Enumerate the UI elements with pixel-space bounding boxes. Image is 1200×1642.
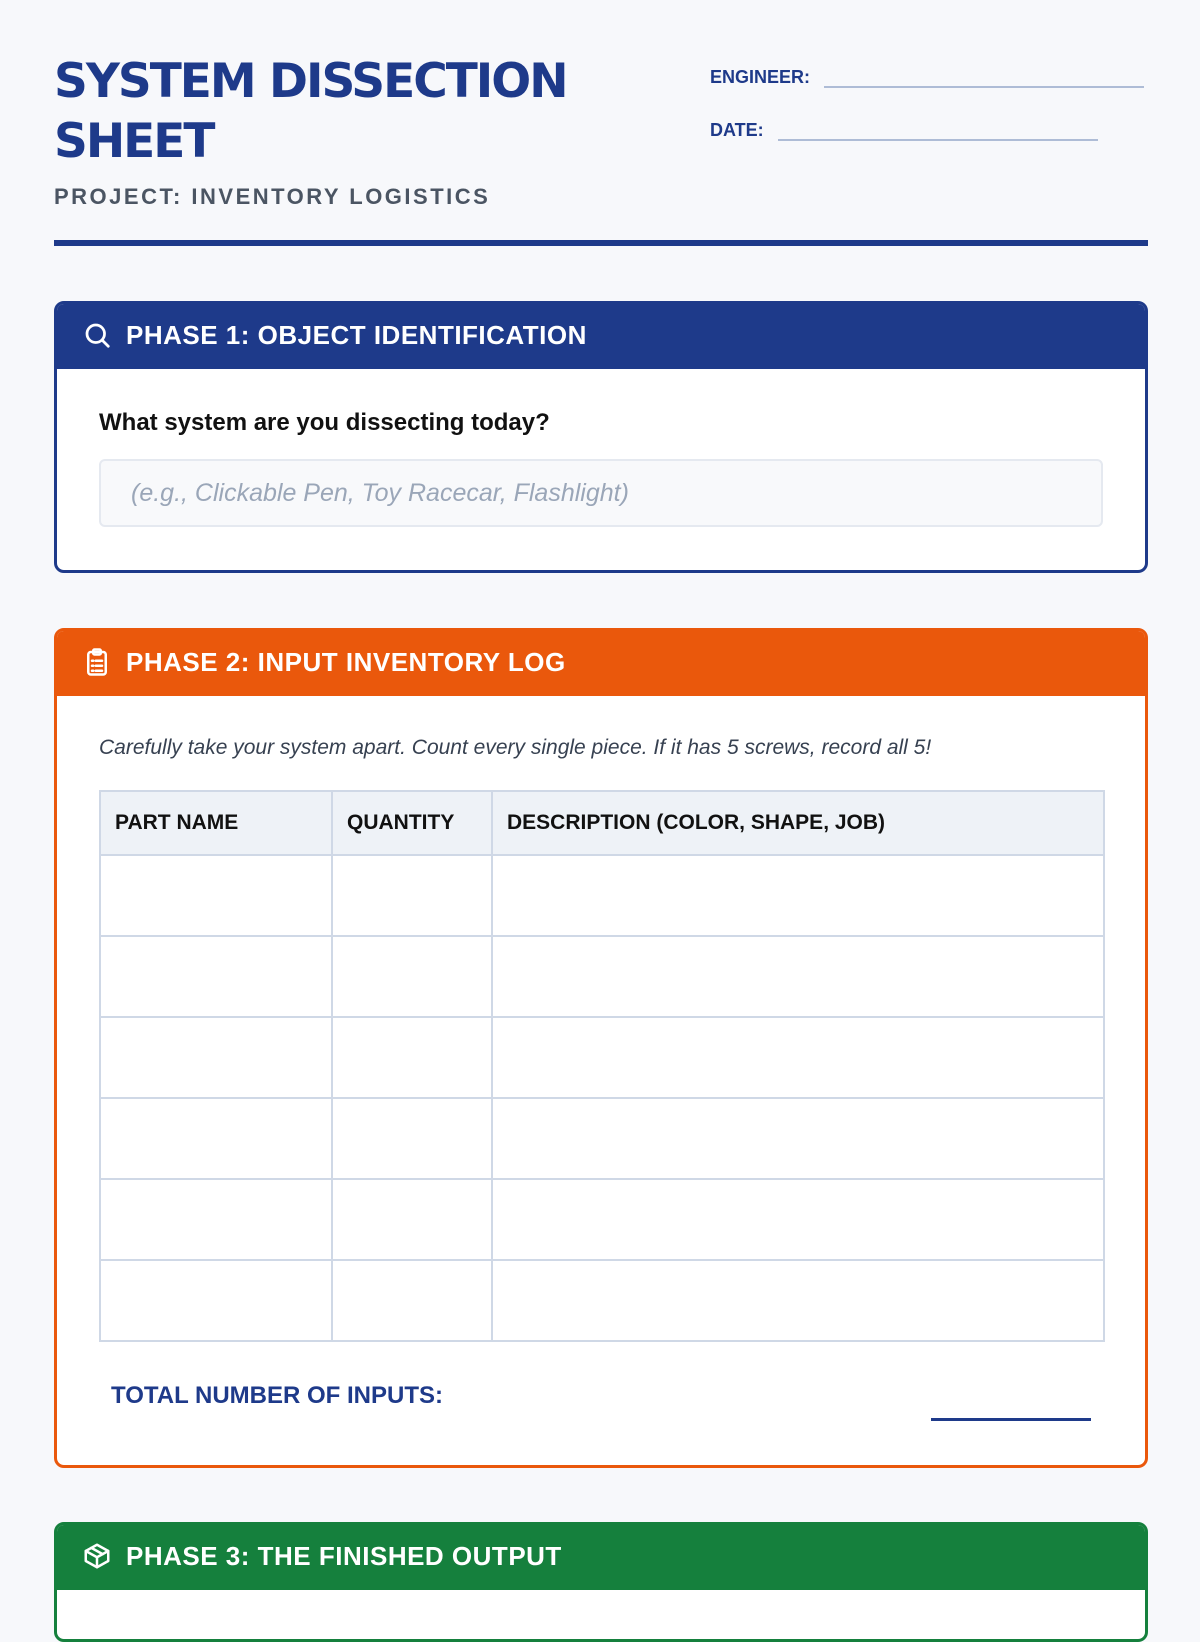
header-divider [54, 240, 1148, 246]
table-cell[interactable] [492, 1179, 1104, 1260]
table-row [100, 1098, 1104, 1179]
column-header: DESCRIPTION (COLOR, SHAPE, JOB) [492, 791, 1104, 855]
project-subtitle: PROJECT: INVENTORY LOGISTICS [54, 184, 491, 209]
table-cell[interactable] [100, 1179, 332, 1260]
total-field[interactable] [931, 1418, 1091, 1421]
phase2-title: PHASE 2: INPUT INVENTORY LOG [126, 646, 566, 677]
table-cell[interactable] [100, 1017, 332, 1098]
table-cell[interactable] [332, 1260, 492, 1341]
table-row [100, 936, 1104, 1017]
table-cell[interactable] [492, 1017, 1104, 1098]
search-icon [82, 320, 112, 350]
engineer-row [710, 60, 1148, 88]
column-header: QUANTITY [332, 791, 492, 855]
phase2-header [54, 628, 1148, 696]
table-header-row [100, 791, 1104, 855]
sheet-header [54, 52, 1148, 210]
phase2-instructions: Carefully take your system apart. Count every single piece. If it has 5 screws, record all 5! [99, 736, 932, 759]
inventory-table [99, 790, 1105, 1342]
phase3-title: PHASE 3: THE FINISHED OUTPUT [126, 1540, 562, 1571]
table-cell[interactable] [492, 855, 1104, 936]
table-cell[interactable] [492, 1098, 1104, 1179]
table-cell[interactable] [332, 1098, 492, 1179]
object-input[interactable]: (e.g., Clickable Pen, Toy Racecar, Flashlight) [99, 459, 1103, 527]
object-question: What system are you dissecting today? [99, 409, 550, 436]
phase3-header [54, 1522, 1148, 1590]
table-cell[interactable] [100, 855, 332, 936]
table-cell[interactable] [332, 936, 492, 1017]
package-icon [82, 1541, 112, 1571]
table-row [100, 1260, 1104, 1341]
table-row [100, 1017, 1104, 1098]
engineer-label: ENGINEER: [710, 67, 811, 87]
phase1-title: PHASE 1: OBJECT IDENTIFICATION [126, 319, 587, 350]
phase2-card [54, 628, 1148, 1468]
page-title: SYSTEM DISSECTION SHEET [54, 54, 567, 169]
clipboard-icon [82, 647, 112, 677]
table-row [100, 1179, 1104, 1260]
table-cell[interactable] [332, 1017, 492, 1098]
inventory-rows [100, 855, 1104, 1341]
table-cell[interactable] [332, 1179, 492, 1260]
table-cell[interactable] [100, 1098, 332, 1179]
column-header: PART NAME [100, 791, 332, 855]
total-row [99, 1382, 1103, 1422]
phase1-header [54, 301, 1148, 369]
phase1-card [54, 301, 1148, 573]
engineer-field[interactable] [824, 68, 1144, 88]
date-label: DATE: [710, 120, 764, 140]
date-row [710, 113, 1148, 141]
date-field[interactable] [778, 121, 1098, 141]
table-cell[interactable] [492, 1260, 1104, 1341]
table-cell[interactable] [100, 936, 332, 1017]
table-cell[interactable] [492, 936, 1104, 1017]
meta-fields [710, 60, 1148, 166]
table-cell[interactable] [100, 1260, 332, 1341]
table-row [100, 855, 1104, 936]
table-cell[interactable] [332, 855, 492, 936]
total-label: TOTAL NUMBER OF INPUTS: [111, 1382, 443, 1409]
phase3-card [54, 1522, 1148, 1642]
